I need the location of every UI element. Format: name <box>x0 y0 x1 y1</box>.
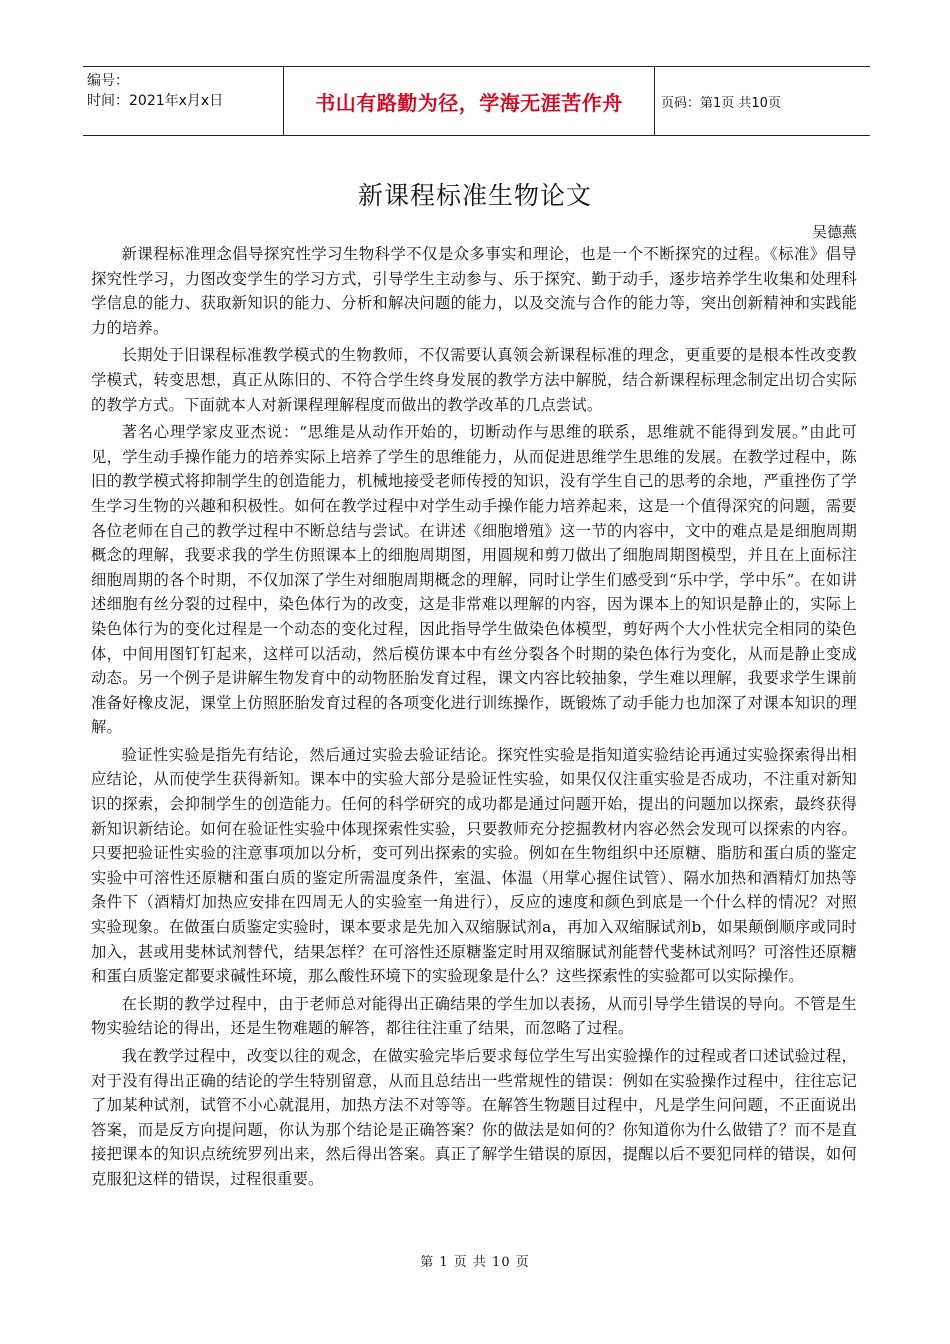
author: 吴德燕 <box>811 223 857 241</box>
paragraph: 我在教学过程中，改变以往的观念，在做实验完毕后要求每位学生写出实验操作的过程或者口述试验过程，对于没有得出正确的结论的学生特别留意，从而且总结出一些常规性的错误：例如在实验操作过程中，往往忘记了加某种试剂，试管不小心就混用，加热方法不对等等。在解答生物题目过程中，凡是学生问问题，不正面说出答案，而是反方向提问题，你认为那个结论是正确答案？你的做法是如何的？你知道你为什么做错了？而不是直接把课本的知识点统统罗列出来，然后得出答案。真正了解学生错误的原因，提醒以后不要犯同样的错误，如何克服犯这样的错误，过程很重要。 <box>91 1047 857 1188</box>
header-motto-cell <box>283 67 655 135</box>
paragraph: 新课程标准理念倡导探究性学习生物科学不仅是众多事实和理论，也是一个不断探究的过程。《标准》倡导探究性学习，力图改变学生的学习方式，引导学生主动参与、乐于探究、勤于动手，逐步培养学生收集和处理科学信息的能力、获取新知识的能力、分析和解决问题的能力，以及交流与合作的能力等，突出创新精神和实践能力的培养。 <box>91 245 857 337</box>
paragraph: 在长期的教学过程中，由于老师总对能得出正确结果的学生加以表扬，从而引导学生错误的导向。不管是生物实验结论的得出，还是生物难题的解答，都往往注重了结果，而忽略了过程。 <box>91 994 857 1038</box>
header-page-cell <box>655 67 870 135</box>
page-footer: 第 1 页 共 10 页 <box>420 1255 530 1270</box>
header-table <box>83 66 870 136</box>
document-body <box>91 242 857 1195</box>
number-label: 编号： <box>87 73 129 89</box>
document-title: 新课程标准生物论文 <box>357 181 592 210</box>
page-info: 页码：第1页 共10页 <box>661 95 781 111</box>
paragraph: 长期处于旧课程标准教学模式的生物教师，不仅需要认真领会新课程标准的理念，更重要的是根本性改变教学模式，转变思想，真正从陈旧的、不符合学生终身发展的教学方法中解脱，结合新课程标理念制定出切合实际的教学方式。下面就本人对新课程理解程度而做出的教学改革的几点尝试。 <box>91 346 857 414</box>
time-label: 时间：2021年x月x日 <box>87 93 224 109</box>
header-info-cell <box>83 67 283 135</box>
motto: 书山有路勤为径，学海无涯苦作舟 <box>315 90 623 115</box>
paragraph: 验证性实验是指先有结论，然后通过实验去验证结论。探究性实验是指知道实验结论再通过实验探索得出相应结论，从而使学生获得新知。课本中的实验大部分是验证性实验，如果仅仅注重实验是否成功，不注重对新知识的探索，会抑制学生的创造能力。任何的科学研究的成功都是通过问题开始，提出的问题加以探索，最终获得新知识新结论。如何在验证性实验中体现探索性实验，只要教师充分挖掘教材内容必然会发现可以探索的内容。只要把验证性实验的注意事项加以分析，变可列出探索的实验。例如在生物组织中还原糖、脂肪和蛋白质的鉴定实验中可溶性还原糖和蛋白质的鉴定所需温度条件，室温、体温（用掌心握住试管）、隔水加热和酒精灯加热等条件下（酒精灯加热应安排在四周无人的实验室一角进行），反应的速度和颜色到底是一个什么样的情况？对照实验现象。在做蛋白质鉴定实验时，课本要求是先加入双缩脲试剂a，再加入双缩脲试剂b，如果颠倒顺序或同时加入，甚或用斐林试剂替代，结果怎样？在可溶性还原糖鉴定时用双缩脲试剂能替代斐林试剂吗？可溶性还原糖和蛋白质鉴定都要求碱性环境，那么酸性环境下的实验现象是什么？这些探索性的实验都可以实际操作。 <box>91 745 857 986</box>
paragraph: 著名心理学家皮亚杰说：“思维是从动作开始的，切断动作与思维的联系，思维就不能得到发展。”由此可见，学生动手操作能力的培养实际上培养了学生的思维能力，从而促进思维学生思维的发展。在教学过程中，陈旧的教学模式将抑制学生的创造能力，机械地接受老师传授的知识，没有学生自己的思考的余地，严重挫伤了学生学习生物的兴趣和积极性。如何在教学过程中对学生动手操作能力培养起来，这是一个值得深究的问题，需要各位老师在自己的教学过程中不断总结与尝试。在讲述《细胞增殖》这一节的内容中，文中的难点是是细胞周期概念的理解，我要求我的学生仿照课本上的细胞周期图，用圆规和剪刀做出了细胞周期图模型，并且在上面标注细胞周期的各个时期，不仅加深了学生对细胞周期概念的理解，同时让学生们感受到“乐中学，学中乐”。在如讲述细胞有丝分裂的过程中，染色体行为的改变，这是非常难以理解的内容，因为课本上的知识是静止的，实际上染色体行为的变化过程是一个动态的变化过程，因此指导学生做染色体模型，剪好两个大小性状完全相同的染色体，中间用图钉钉起来，这样可以活动，然后模仿课本中有丝分裂各个时期的染色体行为变化，从而是静止变成动态。另一个例子是讲解生物发育中的动物胚胎发育过程，课文内容比较抽象，学生难以理解，我要求学生课前准备好橡皮泥，课堂上仿照胚胎发育过程的各项变化进行训练操作，既锻炼了动手能力也加深了对课本知识的理解。 <box>91 423 857 737</box>
